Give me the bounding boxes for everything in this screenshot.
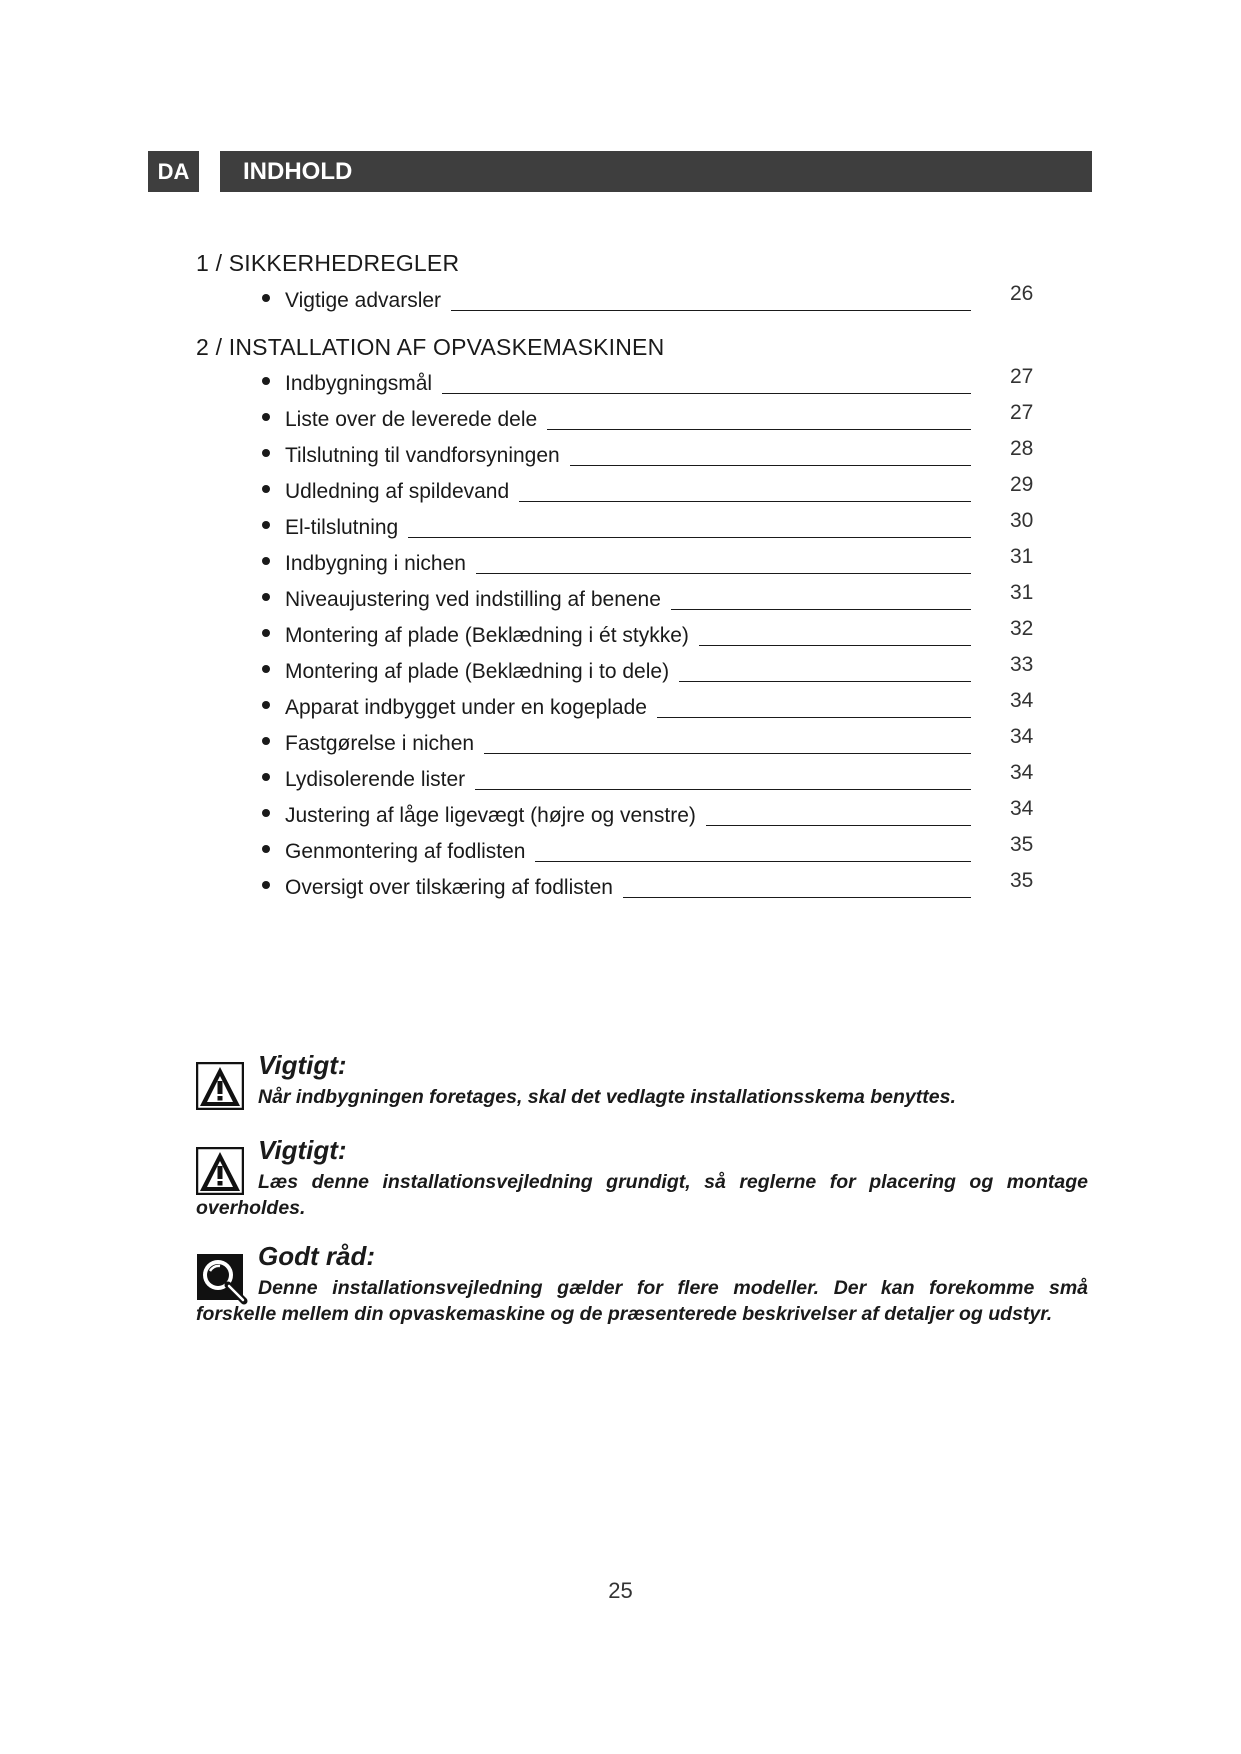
leader-line bbox=[519, 500, 971, 502]
leader-line bbox=[623, 896, 971, 898]
note-title: Vigtigt: bbox=[258, 1050, 347, 1080]
bullet-icon bbox=[262, 294, 270, 302]
note-title: Vigtigt: bbox=[258, 1135, 347, 1165]
leader-line bbox=[442, 392, 971, 394]
toc-entry-label: Montering af plade (Beklædning i to dele) bbox=[285, 660, 670, 683]
leader-line bbox=[408, 536, 971, 538]
toc-entry[interactable] bbox=[0, 763, 1241, 793]
toc-entry[interactable] bbox=[0, 691, 1241, 721]
bullet-icon bbox=[262, 773, 270, 781]
page-number: 25 bbox=[608, 1578, 633, 1603]
section-heading-1: 1 / SIKKERHEDREGLER bbox=[196, 250, 460, 276]
toc-entry-page: 27 bbox=[1010, 401, 1034, 424]
toc-entry-page: 27 bbox=[1010, 365, 1034, 388]
toc-entry[interactable] bbox=[0, 284, 1241, 314]
toc-entry-page: 33 bbox=[1010, 653, 1034, 676]
leader-line bbox=[679, 680, 971, 682]
leader-line bbox=[671, 608, 971, 610]
section-heading-2: 2 / INSTALLATION AF OPVASKEMASKINEN bbox=[196, 334, 665, 360]
toc-entry[interactable] bbox=[0, 871, 1241, 901]
bullet-icon bbox=[262, 521, 270, 529]
toc-entry-label: Montering af plade (Beklædning i ét stykke) bbox=[285, 624, 689, 647]
leader-line bbox=[476, 572, 971, 574]
bullet-icon bbox=[262, 557, 270, 565]
toc-entry-label: Genmontering af fodlisten bbox=[285, 840, 526, 863]
leader-line bbox=[706, 824, 971, 826]
toc-entry-page: 29 bbox=[1010, 473, 1034, 496]
bullet-icon bbox=[262, 377, 270, 385]
toc-entry-page: 35 bbox=[1010, 869, 1034, 892]
bullet-icon bbox=[262, 629, 270, 637]
bullet-icon bbox=[262, 485, 270, 493]
bullet-icon bbox=[262, 449, 270, 457]
bullet-icon bbox=[262, 413, 270, 421]
note-title: Godt råd: bbox=[258, 1241, 375, 1271]
toc-entry-label: Justering af låge ligevægt (højre og venstre) bbox=[285, 804, 696, 827]
toc-entry-label: El-tilslutning bbox=[285, 516, 399, 539]
toc-entry-page: 32 bbox=[1010, 617, 1034, 640]
leader-line bbox=[547, 428, 971, 430]
leader-line bbox=[657, 716, 971, 718]
toc-entry-page: 28 bbox=[1010, 437, 1034, 460]
toc-entry-page: 31 bbox=[1010, 581, 1034, 604]
bullet-icon bbox=[262, 881, 270, 889]
bullet-icon bbox=[262, 593, 270, 601]
bullet-icon bbox=[262, 701, 270, 709]
leader-line bbox=[484, 752, 971, 754]
toc-entry[interactable] bbox=[0, 655, 1241, 685]
toc-entry[interactable] bbox=[0, 547, 1241, 577]
page-title bbox=[220, 151, 1092, 192]
toc-entry[interactable] bbox=[0, 475, 1241, 505]
page-title-text: INDHOLD bbox=[243, 157, 353, 185]
bullet-icon bbox=[262, 665, 270, 673]
toc-entry[interactable] bbox=[0, 727, 1241, 757]
toc-entry[interactable] bbox=[0, 583, 1241, 613]
toc-entry-label: Vigtige advarsler bbox=[285, 289, 442, 312]
toc-entry-label: Lydisolerende lister bbox=[285, 768, 466, 791]
bullet-icon bbox=[262, 845, 270, 853]
leader-line bbox=[570, 464, 971, 466]
toc-entry-page: 34 bbox=[1010, 761, 1034, 784]
toc-entry[interactable] bbox=[0, 511, 1241, 541]
bullet-icon bbox=[262, 737, 270, 745]
toc-entry[interactable] bbox=[0, 835, 1241, 865]
toc-entry-label: Liste over de leverede dele bbox=[285, 408, 538, 431]
language-tab: DA bbox=[148, 151, 199, 192]
bullet-icon bbox=[262, 809, 270, 817]
toc-entry-page: 34 bbox=[1010, 689, 1034, 712]
leader-line bbox=[535, 860, 971, 862]
leader-line bbox=[475, 788, 971, 790]
toc-entry[interactable] bbox=[0, 439, 1241, 469]
toc-entry-page: 34 bbox=[1010, 797, 1034, 820]
toc-entry[interactable] bbox=[0, 403, 1241, 433]
toc-entry-page: 26 bbox=[1010, 282, 1034, 305]
toc-entry[interactable] bbox=[0, 799, 1241, 829]
toc-entry-label: Niveaujustering ved indstilling af benene bbox=[285, 588, 661, 611]
toc-entry-label: Fastgørelse i nichen bbox=[285, 732, 475, 755]
note-body: Når indbygningen foretages, skal det vedlagte installationsskema benyttes. bbox=[258, 1086, 956, 1108]
toc-entry-label: Indbygningsmål bbox=[285, 372, 433, 395]
toc-entry-page: 30 bbox=[1010, 509, 1034, 532]
toc-entry-label: Udledning af spildevand bbox=[285, 480, 510, 503]
note-body: Denne installationsvejledning gælder for flere modeller. Der kan forekomme små forskelle mellem din opvaskemaskine og de præsenterede beskrivelser af detaljer og udstyr. bbox=[196, 1277, 1088, 1325]
toc-entry[interactable] bbox=[0, 367, 1241, 397]
leader-line bbox=[451, 309, 971, 311]
toc-entry[interactable] bbox=[0, 619, 1241, 649]
leader-line bbox=[699, 644, 971, 646]
toc-entry-label: Oversigt over tilskæring af fodlisten bbox=[285, 876, 613, 899]
toc-entry-page: 31 bbox=[1010, 545, 1034, 568]
toc-entry-label: Indbygning i nichen bbox=[285, 552, 466, 575]
note-body: Læs denne installationsvejledning grundigt, så reglerne for placering og montage overholdes. bbox=[196, 1171, 1088, 1219]
toc-entry-page: 34 bbox=[1010, 725, 1034, 748]
toc-entry-label: Tilslutning til vandforsyningen bbox=[285, 444, 560, 467]
toc-entry-label: Apparat indbygget under en kogeplade bbox=[285, 696, 647, 719]
toc-entry-page: 35 bbox=[1010, 833, 1034, 856]
